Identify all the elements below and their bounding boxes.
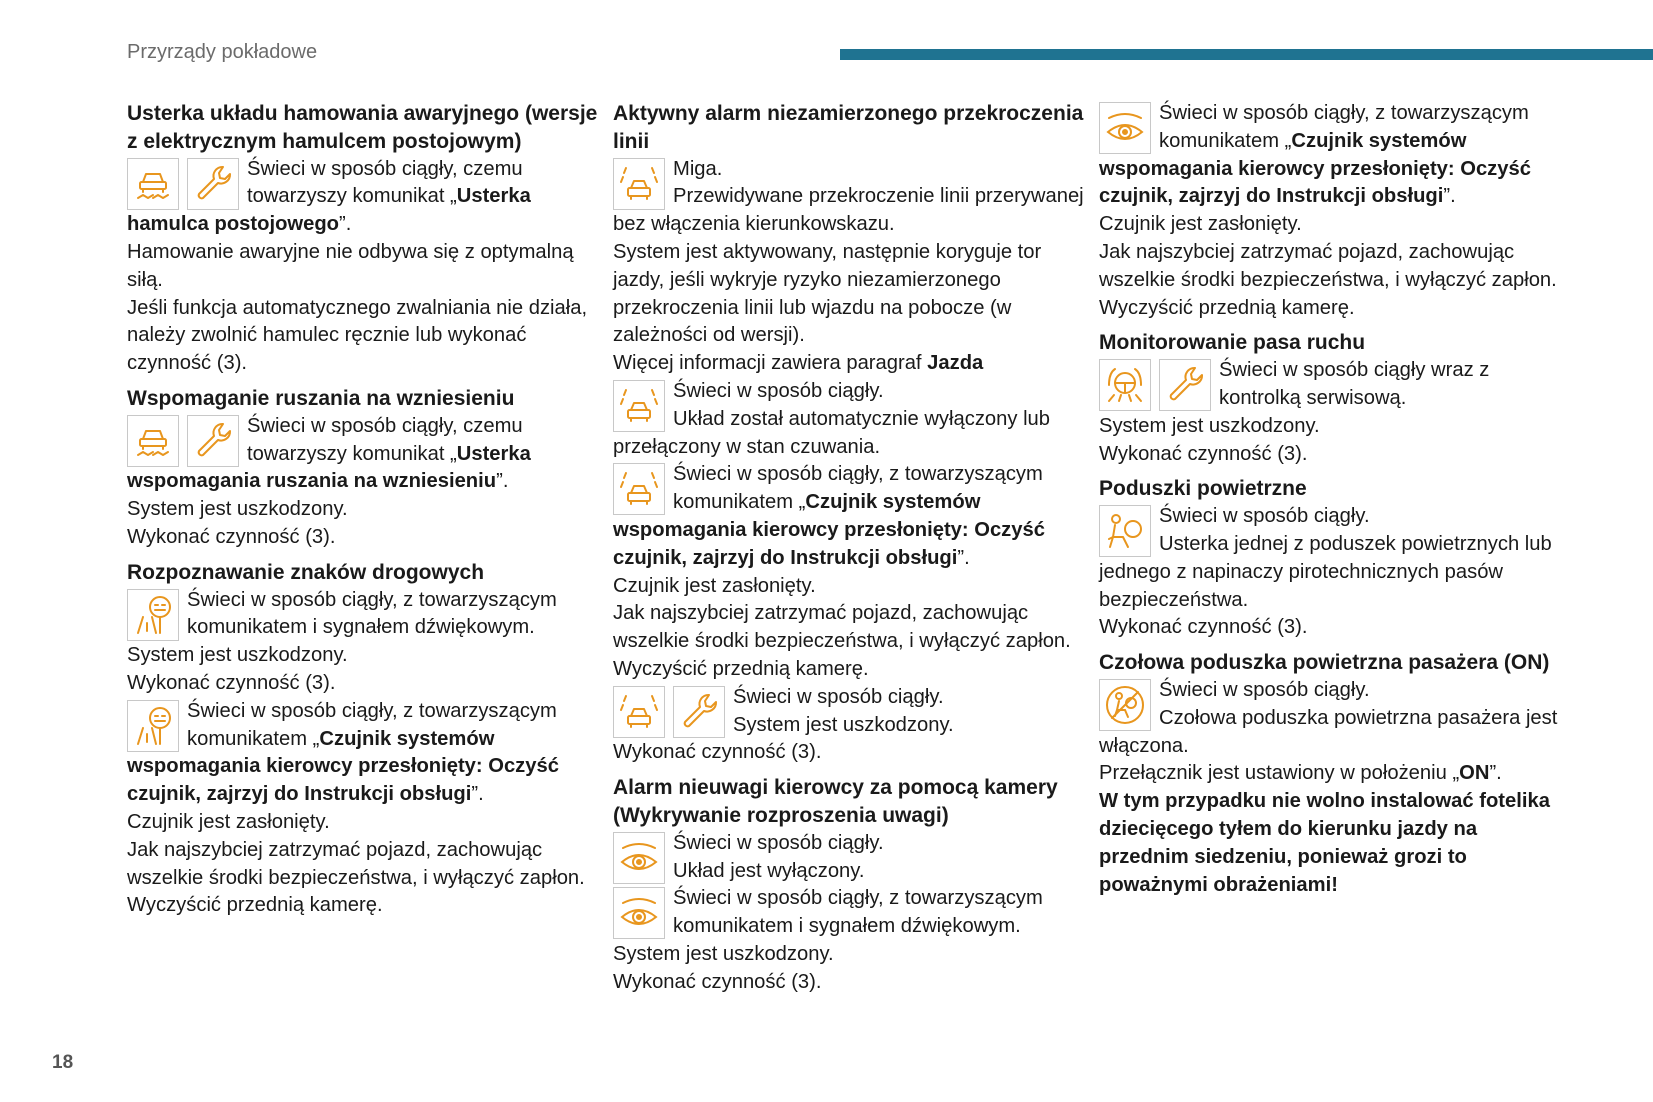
icon-group: [613, 158, 665, 210]
entry-text: Układ jest wyłączony.: [673, 859, 865, 882]
paragraph: System jest uszkodzony.: [1099, 414, 1320, 437]
paragraph: System jest aktywowany, następnie koryguje tor jazdy, jeśli wykryje ryzyko niezamierzonego przekroczenia linii lub wjazdu na pobocze (w zależności od wersji).: [613, 240, 1042, 347]
section-title: Wspomaganie ruszania na wzniesieniu: [127, 386, 515, 410]
paragraph: Wyczyścić przednią kamerę.: [613, 657, 869, 680]
entry-text: Świeci w sposób ciągły.: [733, 685, 944, 708]
icon-group: [1099, 359, 1211, 411]
icon-group: [127, 589, 179, 641]
paragraph: System jest uszkodzony.: [127, 498, 348, 521]
lane-keeping-steering-icon: [1099, 359, 1151, 411]
paragraph: Czujnik jest zasłonięty.: [127, 810, 330, 833]
paragraph: Jak najszybciej zatrzymać pojazd, zachowując wszelkie środki bezpieczeństwa, i wyłączyć zapłon.: [127, 838, 585, 889]
entry-text: Świeci w sposób ciągły wraz z kontrolką serwisową.: [1219, 359, 1490, 409]
paragraph: Wykonać czynność (3).: [127, 671, 336, 694]
driver-attention-eye-icon: [613, 832, 665, 884]
section-title: Monitorowanie pasa ruchu: [1099, 331, 1366, 355]
paragraph: Więcej informacji zawiera paragraf Jazda: [613, 352, 984, 375]
paragraph: Hamowanie awaryjne nie odbywa się z optymalną siłą.: [127, 240, 574, 291]
icon-group: [613, 463, 665, 515]
paragraph: Jeśli funkcja automatycznego zwalniania nie działa, należy zwolnić hamulec ręcznie lub wykonać czynność (3).: [127, 296, 588, 375]
column-2: [613, 100, 1085, 997]
paragraph: Wyczyścić przednią kamerę.: [1099, 296, 1355, 319]
paragraph: Wykonać czynność (3).: [1099, 442, 1308, 465]
icon-group: [613, 380, 665, 432]
page-header-title: Przyrządy pokładowe: [127, 41, 318, 63]
entry-text: Świeci w sposób ciągły.: [673, 831, 884, 854]
entry-text: Układ został automatycznie wyłączony lub przełączony w stan czuwania.: [613, 407, 1051, 458]
entry-text: Świeci w sposób ciągły, z towarzyszącym komunikatem „Czujnik systemów wspomagania kierowcy przesłonięty: Oczyść czujnik, zajrzyj do Instrukcji obsługi”.: [1099, 102, 1531, 208]
driver-attention-eye-icon: [1099, 102, 1151, 154]
icon-group: [1099, 679, 1151, 731]
wrench-icon: [187, 415, 239, 467]
paragraph: Wykonać czynność (3).: [613, 970, 822, 993]
airbag-icon: [1099, 505, 1151, 557]
page-number: 18: [52, 1052, 74, 1073]
wrench-icon: [673, 686, 725, 738]
entry-text: Świeci w sposób ciągły, czemu towarzyszy komunikat „Usterka wspomagania ruszania na wzniesieniu”.: [127, 414, 531, 493]
warning-text: W tym przypadku nie wolno instalować fotelika dziecięcego tyłem do kierunku jazdy na przednim siedzeniu, ponieważ grozi to poważnymi obrażeniami!: [1099, 790, 1550, 896]
section-title: Rozpoznawanie znaków drogowych: [127, 560, 485, 584]
section-title: Alarm nieuwagi kierowcy za pomocą kamery (Wykrywanie rozproszenia uwagi): [613, 776, 1058, 827]
entry-text: Przewidywane przekroczenie linii przerywanej bez włączenia kierunkowskazu.: [613, 185, 1084, 236]
entry-text: Czołowa poduszka powietrzna pasażera jest włączona.: [1099, 706, 1558, 757]
icon-group: [127, 158, 239, 210]
paragraph: Wykonać czynność (3).: [1099, 616, 1308, 639]
entry-text: Miga.: [673, 157, 723, 180]
traffic-sign-icon: [127, 700, 179, 752]
paragraph: Przełącznik jest ustawiony w położeniu „ON”.: [1099, 762, 1502, 785]
icon-group: [127, 700, 179, 752]
entry-text: Świeci w sposób ciągły.: [1159, 678, 1370, 701]
icon-group: [1099, 102, 1151, 154]
icon-group: [127, 415, 239, 467]
lane-departure-icon: [613, 463, 665, 515]
icon-group: [613, 686, 725, 738]
section-title: Poduszki powietrzne: [1099, 477, 1307, 501]
paragraph: Jak najszybciej zatrzymać pojazd, zachowując wszelkie środki bezpieczeństwa, i wyłączyć zapłon.: [1099, 240, 1557, 291]
paragraph: Czujnik jest zasłonięty.: [1099, 213, 1302, 236]
lane-departure-icon: [613, 158, 665, 210]
lane-departure-icon: [613, 380, 665, 432]
section-title: Usterka układu hamowania awaryjnego (wersje z elektrycznym hamulcem postojowym): [127, 102, 598, 153]
paragraph: System jest uszkodzony.: [613, 942, 834, 965]
column-3: [1099, 100, 1571, 899]
lane-departure-icon: [613, 686, 665, 738]
paragraph: Czujnik jest zasłonięty.: [613, 574, 816, 597]
entry-text: Świeci w sposób ciągły.: [1159, 505, 1370, 528]
entry-text: Świeci w sposób ciągły, z towarzyszącym komunikatem i sygnałem dźwiękowym.: [673, 887, 1043, 938]
traffic-sign-icon: [127, 589, 179, 641]
passenger-airbag-on-icon: [1099, 679, 1151, 731]
paragraph: Wyczyścić przednią kamerę.: [127, 894, 383, 917]
entry-text: Usterka jednej z poduszek powietrznych lub jednego z napinaczy pirotechnicznych pasów bezpieczeństwa.: [1099, 532, 1552, 611]
wrench-icon: [187, 158, 239, 210]
icon-group: [613, 887, 665, 939]
header-accent-bar: [840, 49, 1653, 60]
icon-group: [613, 832, 665, 884]
wrench-icon: [1159, 359, 1211, 411]
column-1: [127, 100, 599, 920]
entry-text: Świeci w sposób ciągły, czemu towarzyszy komunikat „Usterka hamulca postojowego”.: [127, 157, 531, 236]
driver-attention-eye-icon: [613, 887, 665, 939]
paragraph: Jak najszybciej zatrzymać pojazd, zachowując wszelkie środki bezpieczeństwa, i wyłączyć zapłon.: [613, 602, 1071, 653]
aeb-icon: [127, 158, 179, 210]
entry-text: Świeci w sposób ciągły, z towarzyszącym komunikatem i sygnałem dźwiękowym.: [187, 588, 557, 639]
paragraph: System jest uszkodzony.: [127, 644, 348, 667]
paragraph: Wykonać czynność (3).: [127, 525, 336, 548]
aeb-icon: [127, 415, 179, 467]
icon-group: [1099, 505, 1151, 557]
entry-text: Świeci w sposób ciągły, z towarzyszącym komunikatem „Czujnik systemów wspomagania kierowcy przesłonięty: Oczyść czujnik, zajrzyj do Instrukcji obsługi”.: [613, 463, 1045, 569]
entry-text: Świeci w sposób ciągły, z towarzyszącym komunikatem „Czujnik systemów wspomagania kierowcy przesłonięty: Oczyść czujnik, zajrzyj do Instrukcji obsługi”.: [127, 699, 559, 806]
section-title: Czołowa poduszka powietrzna pasażera (ON): [1099, 651, 1550, 675]
entry-text: Świeci w sposób ciągły.: [673, 379, 884, 402]
section-title: Aktywny alarm niezamierzonego przekroczenia linii: [613, 102, 1084, 153]
paragraph: Wykonać czynność (3).: [613, 741, 822, 764]
entry-text: System jest uszkodzony.: [733, 713, 954, 736]
